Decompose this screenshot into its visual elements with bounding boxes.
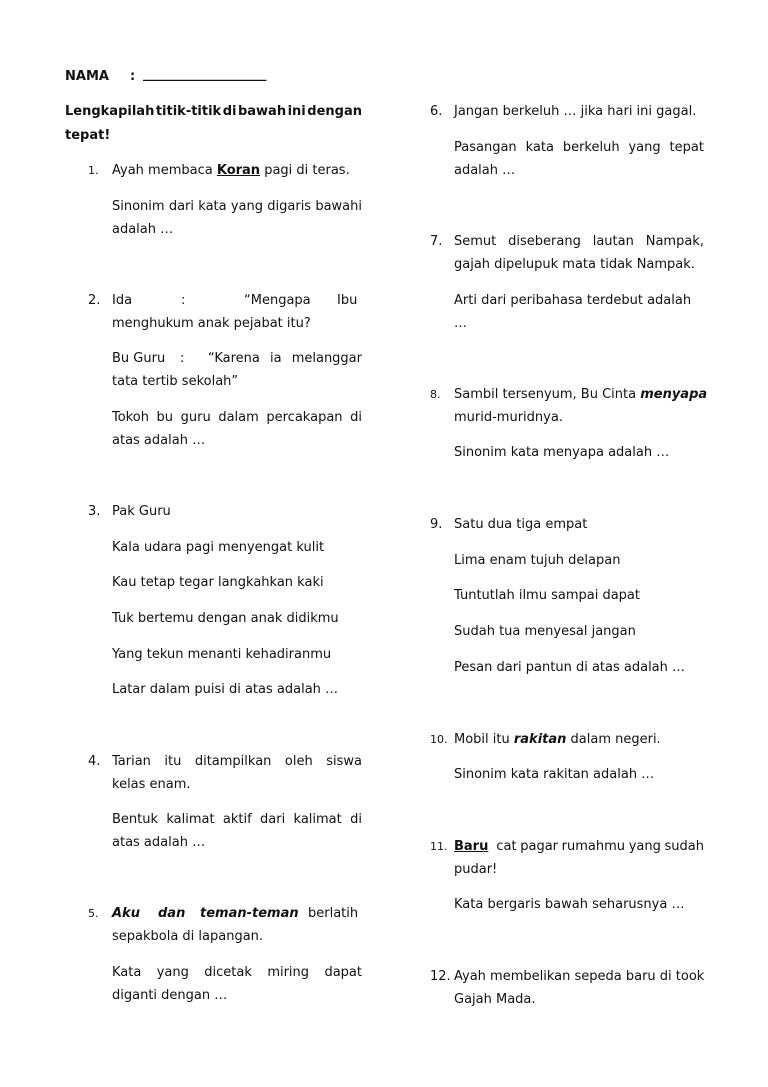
pantun-line: Sudah tua menyesal jangan — [454, 624, 636, 639]
instruction-line-2: tepat! — [65, 128, 111, 143]
underlined-keyword: Baru — [454, 839, 489, 854]
name-blank-line[interactable]: ___________________ — [143, 67, 267, 82]
poem-line: Kau tetap tegar langkahkan kaki — [112, 575, 324, 590]
speaker-bu-guru: Bu Guru — [112, 351, 166, 366]
question-5-prompt-line-2: diganti dengan … — [112, 988, 228, 1003]
poem-line: Yang tekun menanti kehadiranmu — [112, 647, 332, 662]
question-4-line-2: kelas enam. — [112, 777, 191, 792]
italic-word: teman-teman — [200, 906, 299, 921]
question-number: 3. — [88, 504, 101, 519]
question-4-line-1: Tarian itu ditampilkan oleh siswa — [112, 754, 362, 769]
underlined-keyword: Koran — [216, 163, 261, 178]
pantun-line: Lima enam tujuh delapan — [454, 553, 621, 568]
question-1-prompt-line-2: adalah … — [112, 222, 174, 237]
question-4-prompt-line-2: atas adalah … — [112, 835, 206, 850]
question-8-line-2: murid-muridnya. — [454, 410, 563, 425]
question-2-answer-line-1: “Karena ia melanggar — [208, 351, 362, 366]
question-11-prompt: Kata bergaris bawah seharusnya … — [454, 897, 685, 912]
quote-start: “Mengapa — [244, 293, 311, 308]
question-number: 4. — [88, 754, 101, 769]
italic-word: dan — [158, 906, 186, 921]
poem-line: Kala udara pagi menyengat kulit — [112, 540, 325, 555]
question-6-line-1: Jangan berkeluh … jika hari ini gagal. — [454, 104, 697, 119]
speaker-colon: : — [181, 293, 186, 308]
question-7-prompt-line-1: Arti dari peribahasa terdebut adalah — [454, 293, 692, 308]
question-6-prompt-line-1: Pasangan kata berkeluh yang tepat — [454, 140, 704, 155]
question-number: 8. — [430, 388, 441, 401]
question-11-line-2: pudar! — [454, 862, 498, 877]
question-number: 6. — [430, 104, 443, 119]
quote-end-word: Ibu — [337, 293, 358, 308]
pantun-line: Satu dua tiga empat — [454, 517, 588, 532]
question-4-prompt-line-1: Bentuk kalimat aktif dari kalimat di — [112, 812, 362, 827]
question-2-quote-line-2: menghukum anak pejabat itu? — [112, 316, 311, 331]
question-number: 5. — [88, 907, 99, 920]
pantun-line: Tuntutlah ilmu sampai dapat — [454, 588, 640, 603]
question-8-line-1: Sambil tersenyum, Bu Cinta menyapa — [454, 387, 708, 402]
name-label: NAMA — [65, 69, 109, 84]
question-9-prompt: Pesan dari pantun di atas adalah … — [454, 660, 686, 675]
question-1-prompt-line-1: Sinonim dari kata yang digaris bawahi — [112, 199, 362, 214]
question-number: 12. — [430, 969, 451, 984]
italic-keyword: menyapa — [640, 387, 708, 402]
poem-line: Tuk bertemu dengan anak didikmu — [112, 611, 339, 626]
question-number: 7. — [430, 234, 443, 249]
question-number: 10. — [430, 733, 448, 746]
question-6-prompt-line-2: adalah … — [454, 163, 516, 178]
question-5-prompt-line-1: Kata yang dicetak miring dapat — [112, 965, 362, 980]
question-2-answer-line-2: tata tertib sekolah” — [112, 374, 239, 389]
question-8-prompt: Sinonim kata menyapa adalah … — [454, 445, 670, 460]
question-12-line-2: Gajah Mada. — [454, 992, 536, 1007]
question-number: 9. — [430, 517, 443, 532]
instruction-line-1: Lengkapilah titik-titik di bawah ini dengan — [65, 104, 362, 119]
question-7-line-2: gajah dipelupuk mata tidak Nampak. — [454, 257, 695, 272]
speaker-ida: Ida — [112, 293, 133, 308]
poem-title: Pak Guru — [112, 504, 171, 519]
question-5-text-end: berlatih — [308, 906, 359, 921]
question-2-prompt-line-1: Tokoh bu guru dalam percakapan di — [112, 410, 362, 425]
question-2-prompt-line-2: atas adalah … — [112, 433, 206, 448]
speaker-colon: : — [180, 351, 185, 366]
question-7-prompt-line-2: … — [454, 316, 467, 331]
question-7-line-1: Semut diseberang lautan Nampak, — [454, 234, 704, 249]
italic-word: Aku — [112, 906, 140, 921]
question-10-line-1: Mobil itu rakitan dalam negeri. — [454, 732, 661, 747]
question-11-line-1: Baru cat pagar rumahmu yang sudah — [454, 839, 704, 854]
question-number: 11. — [430, 840, 448, 853]
question-number: 2. — [88, 293, 101, 308]
question-10-prompt: Sinonim kata rakitan adalah … — [454, 767, 655, 782]
question-number: 1. — [88, 164, 99, 177]
question-5-line-2: sepakbola di lapangan. — [112, 929, 264, 944]
question-3-prompt: Latar dalam puisi di atas adalah … — [112, 682, 339, 697]
italic-keyword: rakitan — [513, 732, 567, 747]
question-12-line-1: Ayah membelikan sepeda baru di took — [454, 969, 705, 984]
question-1-text: Ayah membaca Koran pagi di teras. — [112, 163, 350, 178]
name-separator: : — [130, 69, 136, 84]
